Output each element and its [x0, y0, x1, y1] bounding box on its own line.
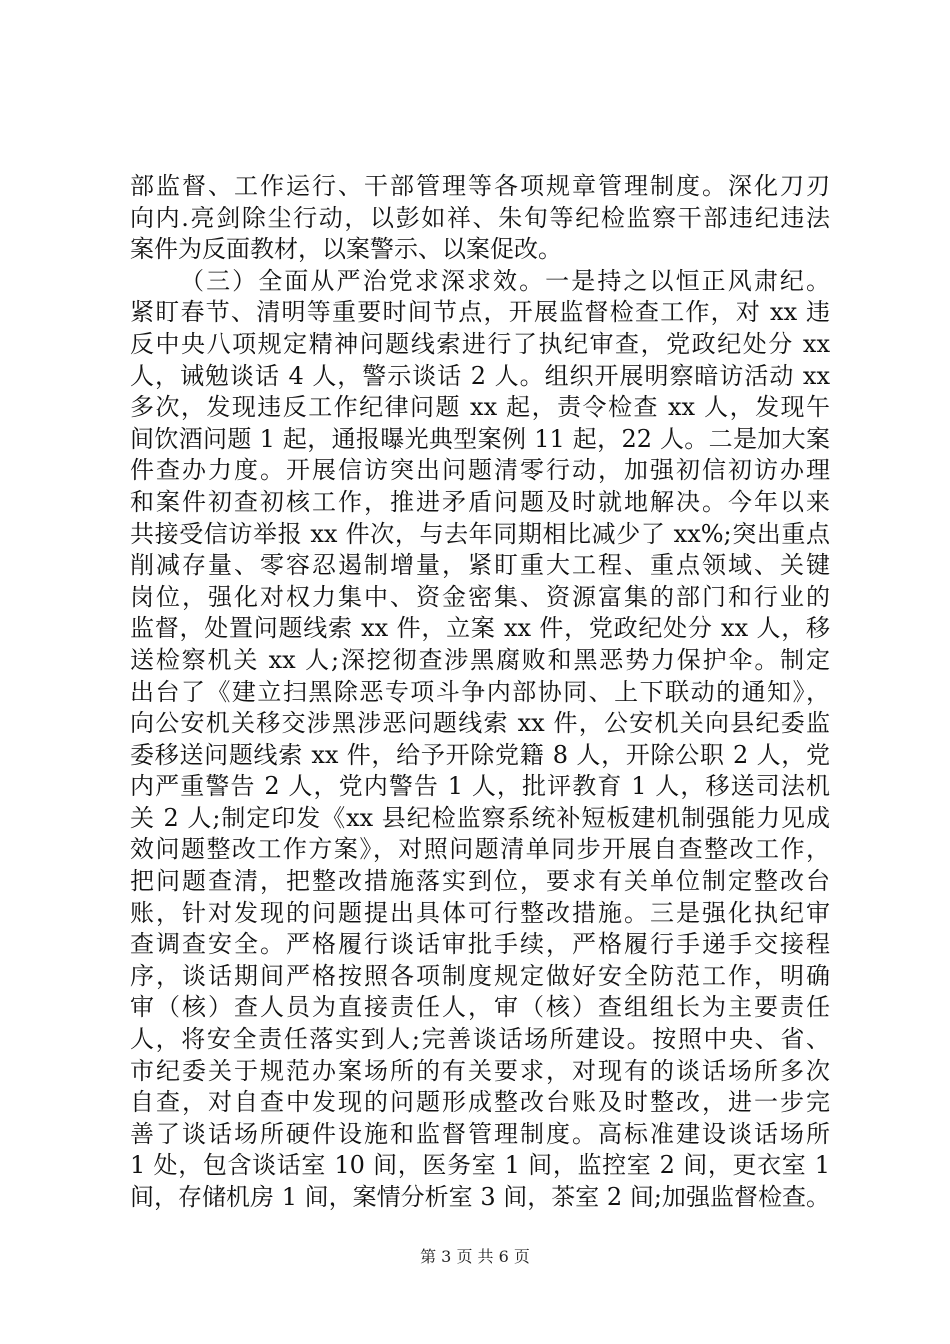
text-line: 间，存储机房 1 间，案情分析室 3 间，茶室 2 间;加强监督检查。 [130, 1183, 830, 1211]
text-line: 关 2 人;制定印发《xx 县纪检监察系统补短板建机制强能力见成 [130, 803, 830, 832]
page-footer: 第 3 页 共 6 页 [420, 1247, 530, 1266]
text-line: 查调查安全。严格履行谈话审批手续，严格履行手递手交接程 [130, 930, 830, 959]
text-line: 反中央八项规定精神问题线索进行了执纪审查，党政纪处分 xx [130, 329, 830, 358]
text-line: 把问题查清，把整改措施落实到位，要求有关单位制定整改台 [130, 867, 830, 896]
text-line: 和案件初查初核工作，推进矛盾问题及时就地解决。今年以来 [130, 487, 830, 516]
text-line: 岗位，强化对权力集中、资金密集、资源富集的部门和行业的 [130, 582, 830, 611]
text-line: 部监督、工作运行、干部管理等各项规章管理制度。深化刀刃 [130, 172, 830, 200]
text-line: 审（核）查人员为直接责任人，审（核）查组组长为主要责任 [130, 993, 830, 1022]
text-line: 多次，发现违反工作纪律问题 xx 起，责令检查 xx 人，发现午 [130, 393, 830, 422]
text-line: 善了谈话场所硬件设施和监督管理制度。高标准建设谈话场所 [130, 1119, 830, 1148]
text-line: 共接受信访举报 xx 件次，与去年同期相比减少了 xx%;突出重点 [130, 519, 830, 548]
text-line: 削减存量、零容忍遏制增量，紧盯重大工程、重点领域、关键 [130, 551, 830, 580]
text-line: 监督，处置问题线索 xx 件，立案 xx 件，党政纪处分 xx 人，移 [130, 614, 830, 643]
text-line: 效问题整改工作方案》，对照问题清单同步开展自查整改工作， [130, 835, 830, 864]
text-line: 委移送问题线索 xx 件，给予开除党籍 8 人，开除公职 2 人，党 [130, 740, 830, 769]
text-line: 送检察机关 xx 人;深挖彻查涉黑腐败和黑恶势力保护伞。制定 [130, 645, 830, 674]
text-line: 人，将安全责任落实到人;完善谈话场所建设。按照中央、省、 [130, 1025, 830, 1054]
paragraph-first-line: （三）全面从严治党求深求效。一是持之以恒正风肃纪。 [180, 266, 830, 295]
body-text [130, 171, 830, 1214]
text-line: 内严重警告 2 人，党内警告 1 人，批评教育 1 人，移送司法机 [130, 772, 830, 801]
text-line: 案件为反面教材，以案警示、以案促改。 [130, 235, 562, 264]
text-line: 紧盯春节、清明等重要时间节点，开展监督检查工作，对 xx 违 [130, 298, 830, 327]
text-line: 向内.亮剑除尘行动，以彭如祥、朱旬等纪检监察干部违纪违法 [130, 203, 830, 232]
text-line: 账，针对发现的问题提出具体可行整改措施。三是强化执纪审 [130, 898, 830, 927]
text-line: 件查办力度。开展信访突出问题清零行动，加强初信初访办理 [130, 456, 830, 485]
text-line: 序，谈话期间严格按照各项制度规定做好安全防范工作，明确 [130, 961, 830, 990]
text-line: 人，诫勉谈话 4 人，警示谈话 2 人。组织开展明察暗访活动 xx [130, 361, 830, 390]
text-line: 1 处，包含谈话室 10 间，医务室 1 间，监控室 2 间，更衣室 1 [130, 1151, 830, 1180]
text-line: 间饮酒问题 1 起，通报曝光典型案例 11 起，22 人。二是加大案 [130, 424, 830, 453]
text-line: 向公安机关移交涉黑涉恶问题线索 xx 件，公安机关向县纪委监 [130, 709, 830, 738]
text-line: 出台了《建立扫黑除恶专项斗争内部协同、上下联动的通知》， [130, 677, 830, 706]
text-line: 自查，对自查中发现的问题形成整改台账及时整改，进一步完 [130, 1088, 830, 1117]
text-line: 市纪委关于规范办案场所的有关要求，对现有的谈话场所多次 [130, 1056, 830, 1085]
